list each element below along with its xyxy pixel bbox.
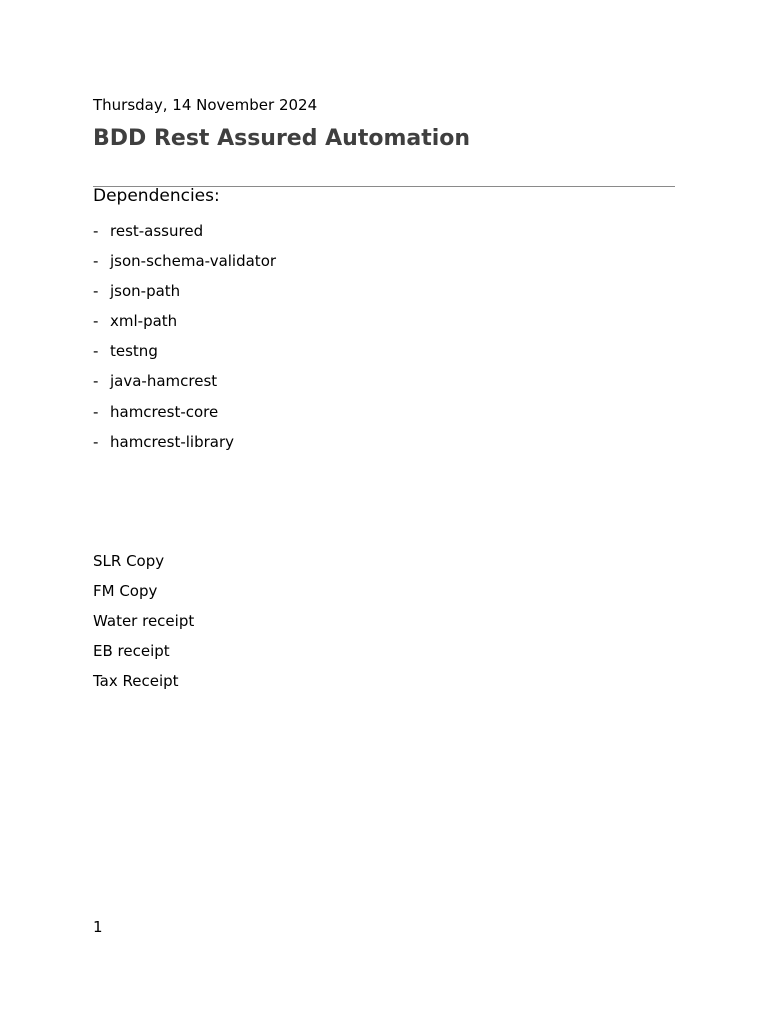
dependency-label: rest-assured [110,222,204,240]
dependency-label: json-schema-validator [110,252,277,271]
list-item: Tax Receipt [93,672,179,691]
list-item: EB receipt [93,642,170,661]
list-bullet: - [93,222,99,240]
list-item [93,281,276,311]
dependency-label: testng [110,342,158,361]
page-number: 1 [93,918,103,936]
list-bullet: - [93,282,99,301]
list-item [93,311,276,341]
dependency-label: java-hamcrest [110,372,218,391]
dependency-label: xml-path [110,312,178,331]
list-bullet: - [93,342,99,361]
list-item: SLR Copy [93,552,165,570]
list-bullet: - [93,372,99,391]
page-title: BDD Rest Assured Automation [93,126,471,151]
dependency-label: hamcrest-library [110,432,234,451]
documents-list [93,551,194,701]
list-bullet: - [93,432,99,451]
list-item [93,341,276,371]
dependencies-list [93,221,276,462]
list-bullet: - [93,312,99,331]
list-item: Water receipt [93,612,195,631]
dependency-label: hamcrest-core [110,402,219,421]
list-item [93,402,276,432]
list-item [93,251,276,281]
dependencies-heading: Dependencies: [93,186,220,206]
note-date: Thursday, 14 November 2024 [93,96,318,114]
list-item [93,221,276,251]
list-bullet: - [93,252,99,271]
dependency-label: json-path [110,282,181,301]
list-item [93,371,276,401]
list-item: FM Copy [93,582,158,601]
list-bullet: - [93,402,99,421]
list-item [93,432,276,462]
